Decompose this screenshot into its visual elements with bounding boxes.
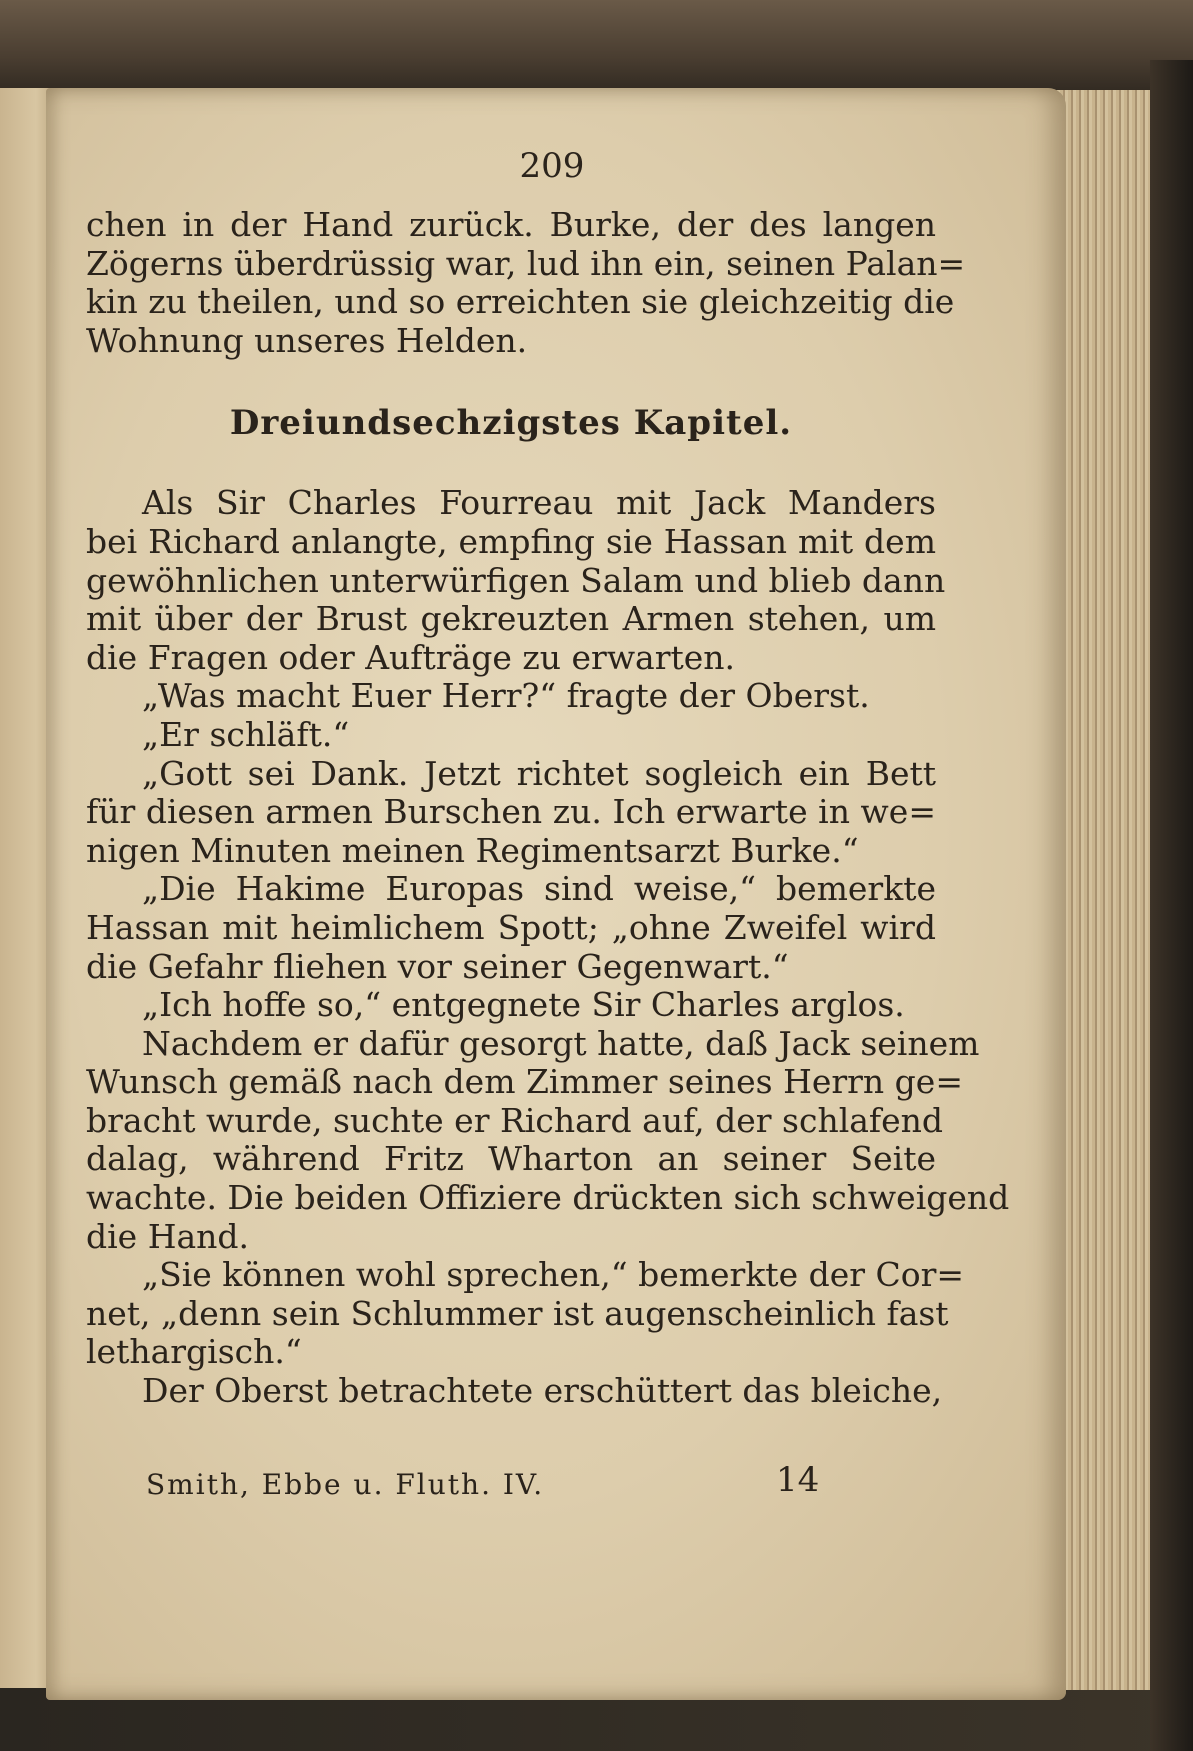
paragraph xyxy=(86,755,936,871)
text-line: „Was macht Euer Herr?“ fragte der Oberst. xyxy=(142,676,870,716)
text-line: wachte. Die beiden Offiziere drückten sich schweigend xyxy=(86,1178,1010,1218)
text-line: mit über der Brust gekreuzten Armen stehen, um xyxy=(86,599,936,639)
paragraph xyxy=(86,483,946,677)
signature-line: Smith, Ebbe u. Fluth. IV. xyxy=(146,1468,545,1501)
page-footer xyxy=(146,1460,846,1500)
text-line: „Ich hoffe so,“ entgegnete Sir Charles arglos. xyxy=(142,985,905,1025)
text-line: Als Sir Charles Fourreau mit Jack Manders xyxy=(142,483,936,523)
text-line: bracht wurde, suchte er Richard auf, der schlafend xyxy=(86,1100,944,1140)
page-number: 209 xyxy=(519,146,585,186)
paragraph xyxy=(86,677,936,716)
text-line: „Gott sei Dank. Jetzt richtet sogleich ein Bett xyxy=(142,753,936,793)
paragraph xyxy=(86,716,936,755)
text-line: Der Oberst betrachtete erschüttert das bleiche, xyxy=(142,1371,943,1411)
text-line: dalag, während Fritz Wharton an seiner Seite xyxy=(86,1139,936,1179)
book-page xyxy=(46,88,1066,1700)
text-line: kin zu theilen, und so erreichten sie gleichzeitig die xyxy=(86,282,955,322)
book-cover-right xyxy=(1150,60,1193,1751)
paragraph xyxy=(86,1255,965,1372)
body-text xyxy=(86,205,1010,1411)
text-line: die Hand. xyxy=(86,1216,250,1256)
text-line: „Er schläft.“ xyxy=(142,714,350,754)
text-line: Wohnung unseres Helden. xyxy=(86,320,528,360)
text-line: Nachdem er dafür gesorgt hatte, daß Jack seinem xyxy=(142,1023,980,1063)
paragraph xyxy=(86,205,966,360)
book-cover-top xyxy=(0,0,1193,95)
text-line: nigen Minuten meinen Regimentsarzt Burke.“ xyxy=(86,830,859,870)
paragraph xyxy=(86,1023,1010,1257)
text-line: für diesen armen Burschen zu. Ich erwarte in we= xyxy=(86,792,936,832)
text-line: chen in der Hand zurück. Burke, der des langen xyxy=(86,205,936,244)
text-line: „Die Hakime Europas sind weise,“ bemerkte xyxy=(142,869,936,909)
paragraph xyxy=(86,870,936,986)
chapter-heading: Dreiundsechzigstes Kapitel. xyxy=(229,403,793,444)
text-line: gewöhnlichen unterwürfigen Salam und blieb dann xyxy=(86,560,946,600)
text-line: lethargisch.“ xyxy=(86,1332,302,1372)
text-line: die Fragen oder Aufträge zu erwarten. xyxy=(86,637,736,677)
text-line: Wunsch gemäß nach dem Zimmer seines Herrn ge= xyxy=(86,1062,963,1102)
sheet-number: 14 xyxy=(776,1460,820,1500)
text-line: Zögerns überdrüssig war, lud ihn ein, seinen Palan= xyxy=(86,243,966,283)
text-line: „Sie können wohl sprechen,“ bemerkte der Cor= xyxy=(142,1255,965,1295)
text-line: Hassan mit heimlichem Spott; „ohne Zweifel wird xyxy=(86,907,936,947)
text-line: bei Richard anlangte, empfing sie Hassan mit dem xyxy=(86,521,936,561)
text-line: net, „denn sein Schlummer ist augenscheinlich fast xyxy=(86,1293,949,1333)
text-line: die Gefahr fliehen vor seiner Gegenwart.“ xyxy=(86,946,789,986)
paragraph xyxy=(86,986,936,1025)
paragraph xyxy=(86,1371,943,1411)
